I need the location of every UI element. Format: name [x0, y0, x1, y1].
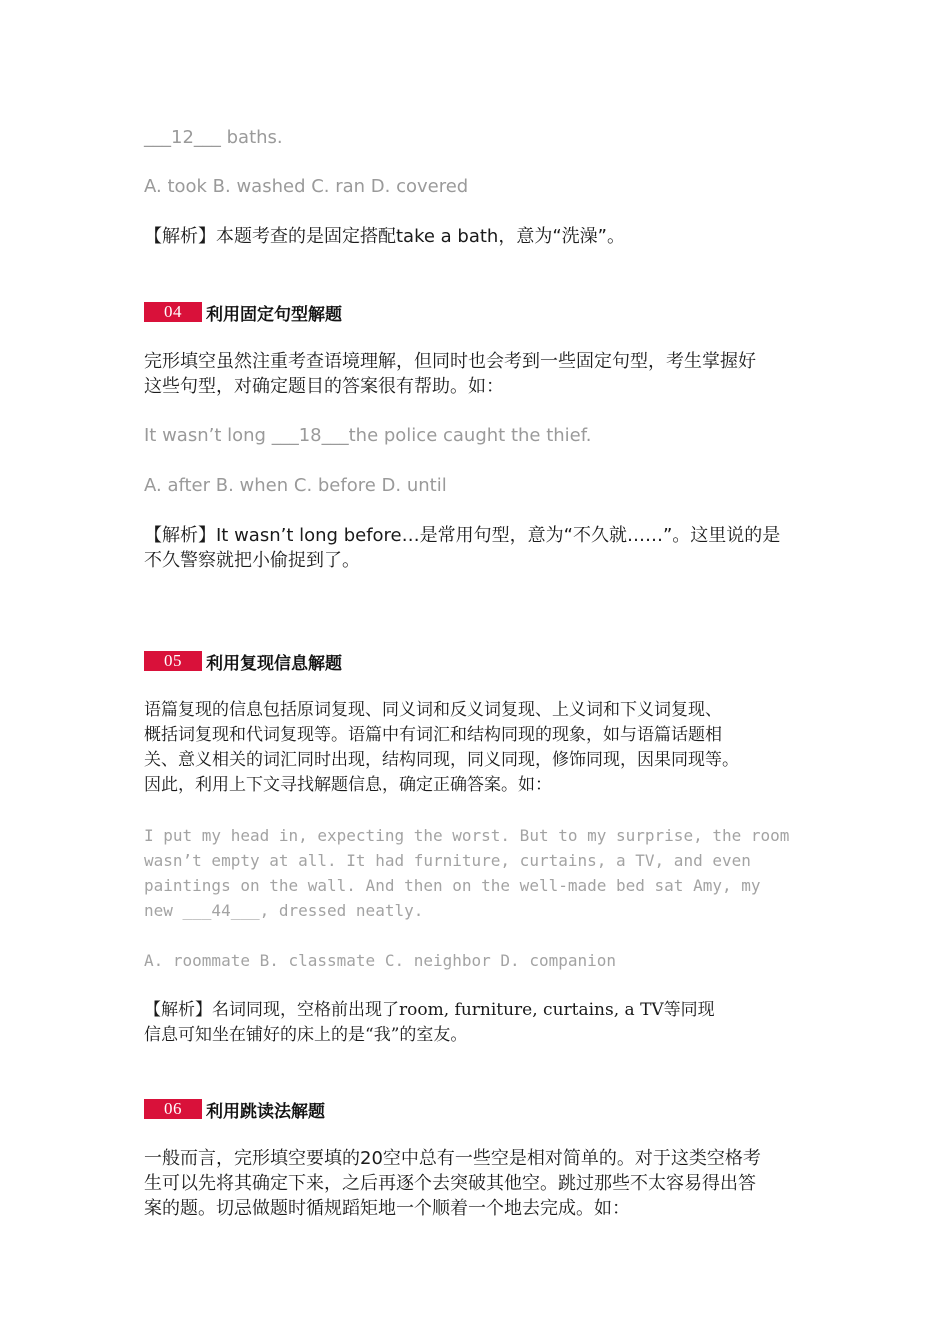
section-number: 06 — [164, 1099, 182, 1118]
text-line: new ___44___, dressed neatly. — [144, 901, 424, 920]
question-44-options: A. roommate B. classmate C. neighbor D. companion — [144, 951, 617, 970]
text-line: paintings on the wall. And then on the well-made bed sat Amy, my — [144, 876, 761, 895]
section-number: 04 — [164, 302, 182, 321]
text-line: wasn’t empty at all. It had furniture, curtains, a TV, and even — [144, 851, 751, 870]
section-title: 利用固定句型解题 — [206, 304, 342, 325]
text-line: 概括词复现和代词复现等。语篇中有词汇和结构同现的现象，如与语篇话题相 — [144, 725, 722, 745]
text-line: 【解析】名词同现，空格前出现了room, furniture, curtains, a TV等同现 — [144, 1000, 715, 1020]
question-44-passage — [144, 823, 810, 923]
section-title: 利用跳读法解题 — [206, 1101, 325, 1122]
text-line: 一般而言，完形填空要填的20空中总有一些空是相对简单的。对于这类空格考 — [144, 1148, 761, 1169]
text-line: 关、意义相关的词汇同时出现，结构同现，同义同现，修饰同现，因果同现等。 — [144, 750, 739, 770]
text-line: 这些句型，对确定题目的答案很有帮助。如： — [144, 376, 504, 397]
section-05-heading — [144, 649, 342, 673]
section-05-intro — [144, 698, 810, 798]
section-04-heading — [144, 300, 342, 324]
section-04-intro — [144, 349, 810, 399]
text-line: 完形填空虽然注重考查语境理解，但同时也会考到一些固定句型，考生掌握好 — [144, 351, 756, 372]
section-06-intro — [144, 1146, 810, 1221]
text-line: 生可以先将其确定下来，之后再逐个去突破其他空。跳过那些不太容易得出答 — [144, 1173, 756, 1194]
section-number-badge — [144, 651, 202, 671]
text-line: 因此，利用上下文寻找解题信息，确定正确答案。如： — [144, 775, 552, 795]
section-title: 利用复现信息解题 — [206, 653, 342, 674]
question-12-line: ___12___ baths. — [144, 127, 283, 148]
text-line: 【解析】It wasn’t long before…是常用句型，意为“不久就……”。这里说的是 — [144, 525, 781, 546]
text-line: 信息可知坐在铺好的床上的是“我”的室友。 — [144, 1025, 468, 1045]
text-line: 语篇复现的信息包括原词复现、同义词和反义词复现、上义词和下义词复现、 — [144, 700, 722, 720]
text-line: 案的题。切忌做题时循规蹈矩地一个顺着一个地去完成。如： — [144, 1198, 630, 1219]
text-line: 不久警察就把小偷捉到了。 — [144, 550, 360, 571]
question-18-line: It wasn’t long ___18___the police caught the thief. — [144, 425, 592, 446]
section-06-heading — [144, 1097, 325, 1121]
question-44-analysis — [144, 998, 810, 1048]
section-number-badge — [144, 1099, 202, 1119]
question-12-analysis: 【解析】本题考查的是固定搭配take a bath，意为“洗澡”。 — [144, 226, 625, 247]
question-18-analysis — [144, 523, 810, 573]
question-12-options: A. took B. washed C. ran D. covered — [144, 176, 469, 197]
section-number-badge — [144, 302, 202, 322]
text-line: I put my head in, expecting the worst. But to my surprise, the room — [144, 826, 790, 845]
question-18-options: A. after B. when C. before D. until — [144, 475, 447, 496]
section-number: 05 — [164, 651, 182, 670]
